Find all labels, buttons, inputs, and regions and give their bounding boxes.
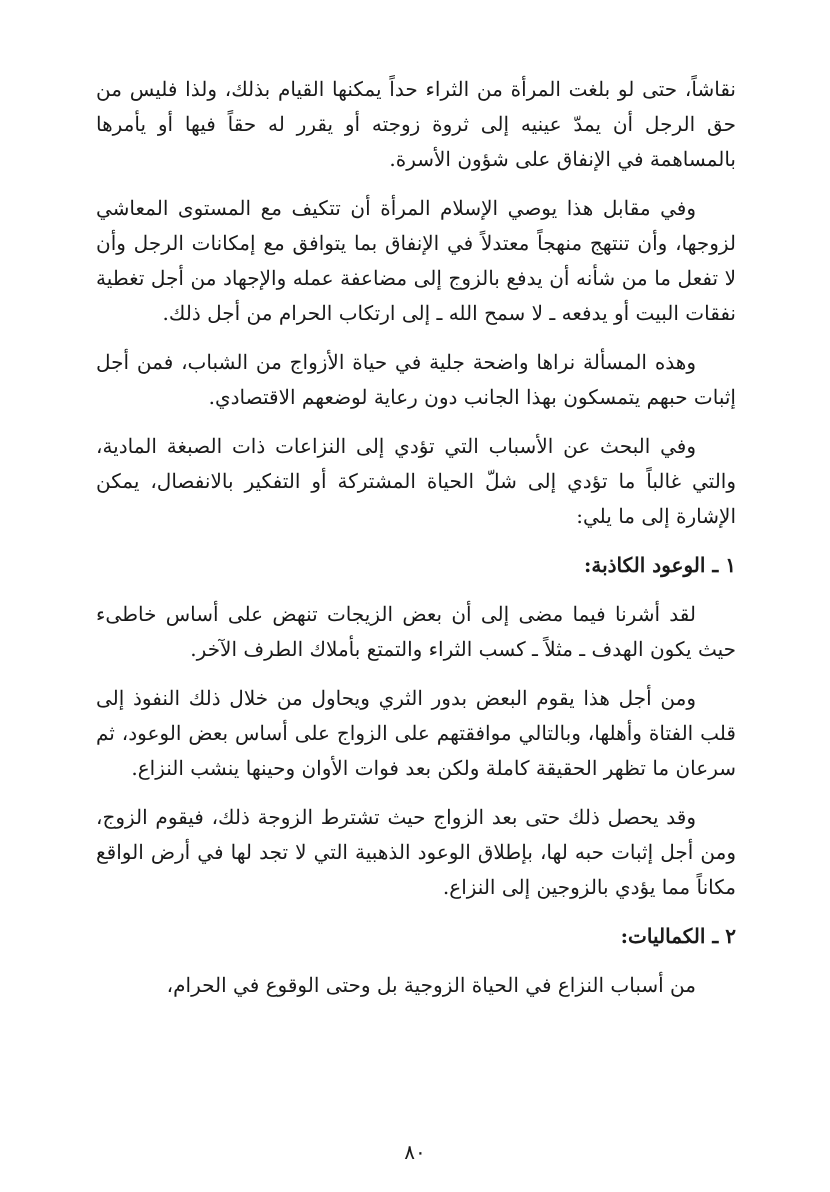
section-heading-luxuries: ٢ ـ الكماليات: [620,924,736,948]
paragraph-2: وفي مقابل هذا يوصي الإسلام المرأة أن تتكيف مع المستوى المعاشي لزوجها، وأن تنتهج منهجاً معتدلاً في الإنفاق بما يتوافق مع إمكانات الرجل وأن لا تفعل ما من شأنه أن يدفع بالزوج إلى مضاعفة عمله والإجهاد من أجل تغطية نفقات البيت أو يدفعه ـ لا سمح الله ـ إلى ارتكاب الحرام من أجل ذلك. [96,196,736,325]
paragraph-8: من أسباب النزاع في الحياة الزوجية بل وحتى الوقوع في الحرام، [166,973,696,997]
paragraph-1: نقاشاً، حتى لو بلغت المرأة من الثراء حداً يمكنها القيام بذلك، ولذا فليس من حق الرجل أن يمدّ عينيه إلى ثروة زوجته أو يقرر له حقاً فيها أو يأمرها بالمساهمة في الإنفاق على شؤون الأسرة. [96,77,736,171]
page-number: ٨٠ [404,1140,426,1164]
section-heading-false-promises: ١ ـ الوعود الكاذبة: [583,553,736,577]
page-body [96,72,736,1017]
paragraph-4: وفي البحث عن الأسباب التي تؤدي إلى النزاعات ذات الصبغة المادية، والتي غالباً ما تؤدي إلى شلّ الحياة المشتركة أو التفكير بالانفصال، يمكن الإشارة إلى ما يلي: [96,434,736,528]
paragraph-5: لقد أشرنا فيما مضى إلى أن بعض الزيجات تنهض على أساس خاطىء حيث يكون الهدف ـ مثلاً ـ كسب الثراء والتمتع بأملاك الطرف الآخر. [96,602,736,661]
paragraph-6: ومن أجل هذا يقوم البعض بدور الثري ويحاول من خلال ذلك النفوذ إلى قلب الفتاة وأهلها، وبالتالي موافقتهم على الزواج على أساس بعض الوعود، ثم سرعان ما تظهر الحقيقة كاملة ولكن بعد فوات الأوان وحينها ينشب النزاع. [96,686,736,780]
paragraph-3: وهذه المسألة نراها واضحة جلية في حياة الأزواج من الشباب، فمن أجل إثبات حبهم يتمسكون بهذا الجانب دون رعاية لوضعهم الاقتصادي. [96,350,736,409]
paragraph-7: وقد يحصل ذلك حتى بعد الزواج حيث تشترط الزوجة ذلك، فيقوم الزوج، ومن أجل إثبات حبه لها، بإطلاق الوعود الذهبية التي لا تجد لها في أرض الواقع مكاناً مما يؤدي بالزوجين إلى النزاع. [96,805,736,899]
